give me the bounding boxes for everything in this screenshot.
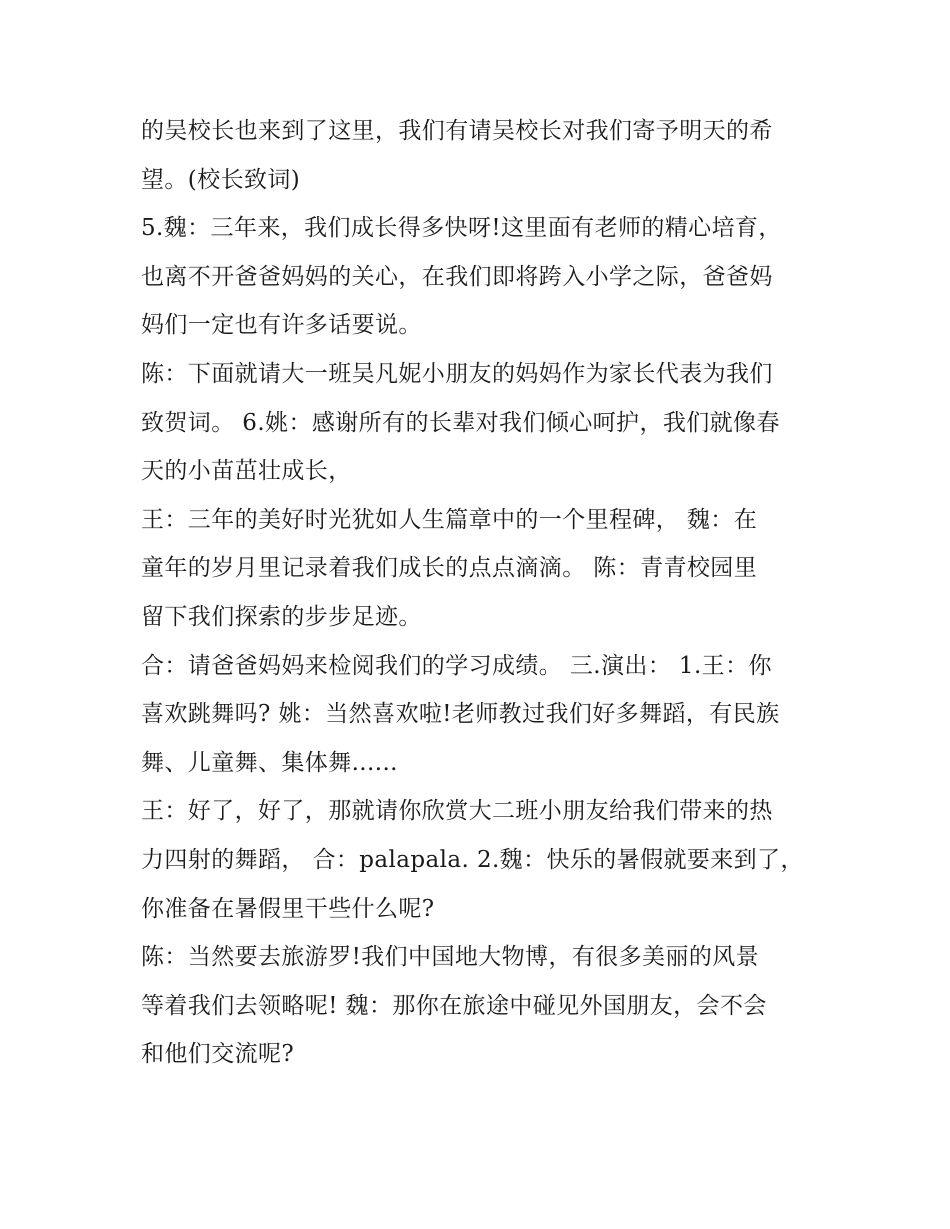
text-line-15: 王：好了，好了，那就请你欣赏大二班小朋友给我们带来的热 (141, 798, 773, 825)
text-line-16: 力四射的舞蹈， 合：palapala. 2.魏：快乐的暑假就要来到了， (141, 846, 804, 873)
text-line-12: 合：请爸爸妈妈来检阅我们的学习成绩。 三.演出： 1.王：你 (141, 652, 772, 679)
text-line-10: 童年的岁月里记录着我们成长的点点滴滴。 陈：青青校园里 (141, 555, 758, 582)
text-line-7: 致贺词。 6.姚：感谢所有的长辈对我们倾心呵护，我们就像春 (141, 409, 780, 436)
text-line-19: 等着我们去领略呢! 魏：那你在旅途中碰见外国朋友，会不会 (141, 992, 767, 1019)
text-line-6: 陈：下面就请大一班吴凡妮小朋友的妈妈作为家长代表为我们 (141, 360, 773, 387)
text-line-13: 喜欢跳舞吗? 姚：当然喜欢啦!老师教过我们好多舞蹈，有民族 (141, 701, 780, 728)
text-line-2: 望。(校长致词) (141, 166, 301, 193)
text-line-9: 王：三年的美好时光犹如人生篇章中的一个里程碑， 魏：在 (141, 506, 758, 533)
text-line-1: 的吴校长也来到了这里，我们有请吴校长对我们寄予明天的希 (141, 118, 773, 144)
text-line-4: 也离不开爸爸妈妈的关心，在我们即将跨入小学之际，爸爸妈 (141, 263, 773, 290)
text-line-5: 妈们一定也有许多话要说。 (141, 312, 422, 339)
text-line-3: 5.魏：三年来，我们成长得多快呀!这里面有老师的精心培育， (141, 215, 782, 242)
text-line-8: 天的小苗茁壮成长， (141, 458, 352, 485)
text-line-18: 陈：当然要去旅游罗!我们中国地大物博，有很多美丽的风景 (141, 944, 760, 971)
text-line-20: 和他们交流呢? (141, 1041, 295, 1068)
text-line-17: 你准备在暑假里干些什么呢? (141, 895, 435, 922)
text-line-11: 留下我们探索的步步足迹。 (141, 603, 422, 630)
body-text (141, 107, 821, 1079)
text-line-14: 舞、儿童舞、集体舞...... (141, 749, 398, 776)
